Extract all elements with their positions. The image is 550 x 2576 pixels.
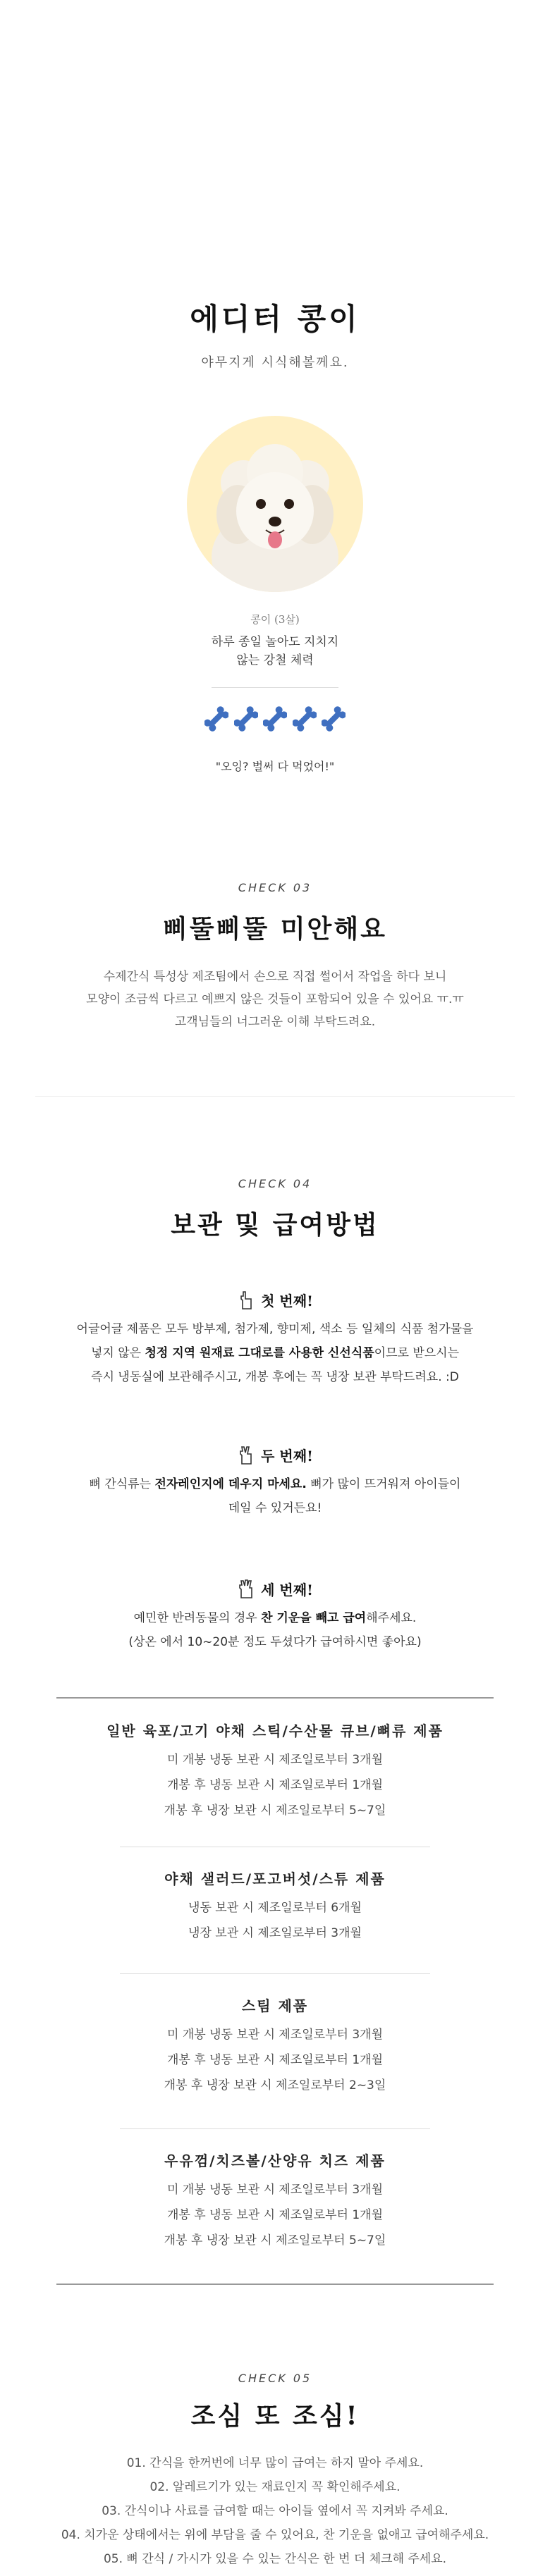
category-line: 미 개봉 냉동 보관 시 제조일로부터 3개월	[167, 2183, 383, 2197]
category-line: 개봉 후 냉장 보관 시 제조일로부터 5~7일	[164, 2233, 386, 2248]
text: 해주세요.	[366, 1611, 417, 1625]
category-line: 미 개봉 냉동 보관 시 제조일로부터 3개월	[167, 2028, 383, 2042]
category-divider	[120, 2128, 430, 2129]
category-line: 개봉 후 냉동 보관 시 제조일로부터 1개월	[167, 1778, 383, 1792]
category-line: 냉장 보관 시 제조일로부터 3개월	[188, 1926, 362, 1940]
step-three-body	[0, 1606, 550, 1654]
bone-icon	[263, 705, 287, 733]
page-title: 에디터 콩이	[190, 302, 360, 336]
step-two-body	[0, 1472, 550, 1520]
category-title: 우유껌/치즈볼/산양유 치즈 제품	[164, 2152, 386, 2169]
check05-title: 조심 또 조심!	[190, 2401, 360, 2431]
check04-label: CHECK 04	[238, 1177, 312, 1190]
category-title: 스팀 제품	[241, 1997, 309, 2014]
bone-icon	[234, 705, 258, 733]
storage-box-top-border	[56, 1697, 494, 1699]
storage-category	[0, 2150, 550, 2253]
storage-category	[0, 1995, 550, 2098]
step-line: 즉시 냉동실에 보관해주시고, 개봉 후에는 꼭 냉장 보관 부탁드려요. :D	[91, 1370, 459, 1384]
warning-item: 02. 알레르기가 있는 재료인지 꼭 확인해주세요.	[149, 2480, 401, 2494]
step-line: 어글어글 제품은 모두 방부제, 첨가제, 향미제, 색소 등 일체의 식품 첨가물을	[76, 1322, 474, 1336]
step-two	[0, 1445, 550, 1520]
warning-item: 03. 간식이나 사료를 급여할 때는 아이들 옆에서 꼭 지켜봐 주세요.	[102, 2504, 448, 2518]
highlight: 전자레인지에 데우지 마세요.	[154, 1477, 307, 1491]
check03-line: 수제간식 특성상 제조팀에서 손으로 직접 썰어서 작업을 하다 보니	[103, 970, 447, 984]
page-subtitle: 야무지게 시식해볼께요.	[201, 355, 349, 370]
hand-three-icon	[237, 1579, 255, 1599]
bone-rating	[204, 705, 346, 740]
highlight: 청정 지역 원재료 그대로를 사용한 신선식품	[145, 1346, 374, 1360]
highlight: 찬 기운을 빼고 급여	[261, 1611, 367, 1625]
category-title: 야채 샐러드/포고버섯/스튜 제품	[164, 1871, 386, 1887]
step-one	[0, 1290, 550, 1389]
step-line: 데일 수 있거든요!	[228, 1501, 322, 1515]
step-three-head	[0, 1579, 550, 1599]
section-divider	[35, 1096, 515, 1097]
pet-desc-line: 않는 강철 체력	[236, 653, 314, 667]
storage-category	[0, 1720, 550, 1823]
check04-title: 보관 및 급여방법	[171, 1210, 379, 1240]
storage-box-bottom-border	[56, 2284, 494, 2285]
check03-line: 모양이 조금씩 다르고 예쁘지 않은 것들이 포함되어 있을 수 있어요 ㅠ.ㅠ	[86, 992, 464, 1006]
check05-list	[0, 2451, 550, 2571]
dog-avatar	[187, 416, 363, 592]
warning-item: 05. 뼈 간식 / 가시가 있을 수 있는 간식은 한 번 더 체크해 주세요.	[103, 2552, 447, 2566]
category-title: 일반 육포/고기 야채 스틱/수산물 큐브/뼈류 제품	[106, 1723, 444, 1739]
text: 뼈가 많이 뜨거워져 아이들이	[306, 1477, 461, 1491]
category-divider	[120, 1973, 430, 1974]
pet-quote: "오잉? 벌써 다 먹었어!"	[215, 760, 335, 773]
category-line: 미 개봉 냉동 보관 시 제조일로부터 3개월	[167, 1753, 383, 1767]
bone-icon	[204, 705, 228, 733]
category-line: 냉동 보관 시 제조일로부터 6개월	[188, 1901, 362, 1915]
step-line	[0, 1606, 550, 1630]
check03-label: CHECK 03	[238, 881, 312, 894]
hand-two-icon	[237, 1446, 255, 1465]
check03-line: 고객님들의 너그러운 이해 부탁드려요.	[174, 1015, 376, 1029]
category-line: 개봉 후 냉동 보관 시 제조일로부터 1개월	[167, 2208, 383, 2222]
text: 이므로 받으시는	[374, 1346, 460, 1360]
category-line: 개봉 후 냉장 보관 시 제조일로부터 5~7일	[164, 1804, 386, 1818]
check03-title: 삐뚤삐뚤 미안해요	[163, 914, 387, 944]
dog-illustration	[187, 416, 363, 592]
divider	[212, 687, 338, 688]
step-two-label: 두 번째!	[261, 1448, 313, 1465]
text: 뼈 간식류는	[89, 1477, 155, 1491]
text: 예민한 반려동물의 경우	[133, 1611, 262, 1625]
step-line	[0, 1472, 550, 1496]
pet-name: 콩이 (3살)	[250, 613, 300, 626]
check05-label: CHECK 05	[238, 2372, 312, 2385]
step-one-body	[0, 1317, 550, 1389]
step-one-head	[0, 1290, 550, 1310]
category-line: 개봉 후 냉동 보관 시 제조일로부터 1개월	[167, 2053, 383, 2067]
warning-item: 01. 간식을 한꺼번에 너무 많이 급여는 하지 말아 주세요.	[126, 2456, 424, 2470]
step-two-head	[0, 1445, 550, 1465]
step-three	[0, 1579, 550, 1654]
bone-icon	[322, 705, 346, 733]
storage-category	[0, 1868, 550, 1946]
pet-description	[0, 633, 550, 670]
warning-item: 04. 치가운 상태에서는 위에 부담을 줄 수 있어요, 찬 기운을 없애고 급여해주세요.	[61, 2528, 489, 2542]
step-one-label: 첫 번째!	[261, 1293, 313, 1309]
step-three-label: 세 번째!	[261, 1582, 313, 1598]
step-line	[0, 1341, 550, 1365]
hand-one-icon	[237, 1290, 255, 1310]
text: 넣지 않은	[90, 1346, 145, 1360]
bone-icon	[293, 705, 317, 733]
pet-desc-line: 하루 종일 놀아도 지치지	[211, 635, 339, 649]
step-line: (상온 에서 10~20분 정도 두셨다가 급여하시면 좋아요)	[128, 1635, 422, 1649]
check03-paragraph	[0, 966, 550, 1033]
category-line: 개봉 후 냉장 보관 시 제조일로부터 2~3일	[164, 2078, 386, 2093]
